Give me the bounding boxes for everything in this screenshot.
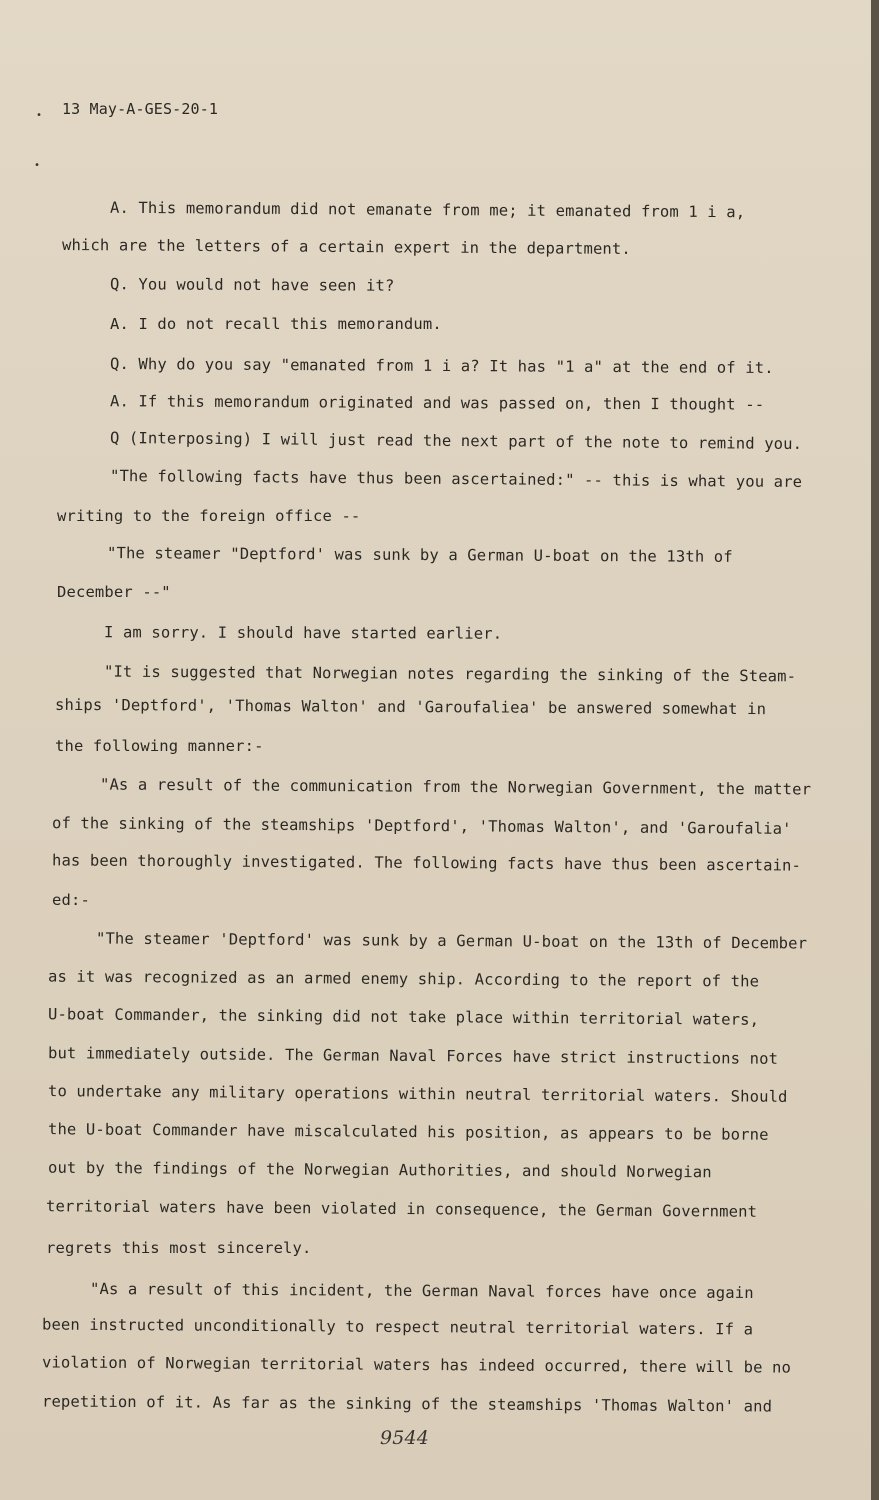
transcript-line: December --" — [57, 583, 171, 601]
transcript-line: as it was recognized as an armed enemy ship. According to the report of the — [47, 967, 760, 991]
document-header-reference: 13 May-A-GES-20-1 — [62, 100, 219, 118]
transcript-line: "As a result of the communication from the Norwegian Government, the matter — [99, 775, 812, 799]
transcript-line: ships 'Deptford', 'Thomas Walton' and 'Garoufaliea' be answered somewhat in — [54, 695, 767, 719]
transcript-line: been instructed unconditionally to respect neutral territorial waters. If a — [41, 1315, 754, 1339]
margin-mark: • — [36, 110, 43, 121]
page-edge-shadow — [871, 0, 879, 1500]
transcript-line: "As a result of this incident, the German Naval forces have once again — [89, 1279, 754, 1303]
transcript-line: writing to the foreign office -- — [57, 507, 361, 525]
transcript-line: Q (Interposing) I will just read the next part of the note to remind you. — [109, 428, 803, 454]
transcript-line: repetition of it. As far as the sinking of the steamships 'Thomas Walton' and — [41, 1392, 773, 1416]
transcript-line: Q. Why do you say "emanated from 1 i a? It has "1 a" at the end of it. — [109, 354, 774, 378]
transcript-line: A. I do not recall this memorandum. — [110, 315, 442, 333]
transcript-line: A. This memorandum did not emanate from me; it emanated from 1 i a, — [109, 198, 746, 222]
transcript-line: "It is suggested that Norwegian notes regarding the sinking of the Steam- — [103, 662, 797, 686]
transcript-line: Q. You would not have seen it? — [109, 275, 395, 295]
transcript-line: "The following facts have thus been ascertained:" -- this is what you are — [109, 466, 803, 492]
transcript-line: violation of Norwegian territorial waters has indeed occurred, there will be no — [41, 1353, 792, 1377]
transcript-line: to undertake any military operations within neutral territorial waters. Should — [47, 1082, 788, 1106]
transcript-line: "The steamer "Deptford' was sunk by a German U-boat on the 13th of — [106, 544, 733, 566]
transcript-line: "The steamer 'Deptford' was sunk by a German U-boat on the 13th of December — [95, 929, 808, 953]
transcript-line: I am sorry. I should have started earlier. — [103, 623, 503, 643]
transcript-line: of the sinking of the steamships 'Deptford', 'Thomas Walton', and 'Garoufalia' — [51, 814, 792, 838]
margin-mark: • — [34, 160, 41, 171]
transcript-line: U-boat Commander, the sinking did not take place within territorial waters, — [47, 1005, 760, 1029]
page-number: 9544 — [380, 1427, 429, 1449]
transcript-line: has been thoroughly investigated. The following facts have thus been ascertain- — [51, 851, 802, 875]
transcript-line: ed:- — [52, 891, 90, 909]
transcript-line: regrets this most sincerely. — [46, 1239, 312, 1257]
transcript-line: territorial waters have been violated in consequence, the German Government — [45, 1197, 758, 1221]
transcript-line: but immediately outside. The German Naval Forces have strict instructions not — [47, 1044, 779, 1068]
transcript-line: the U-boat Commander have miscalculated his position, as appears to be borne — [47, 1120, 769, 1144]
transcript-line: A. If this memorandum originated and was passed on, then I thought -- — [109, 392, 765, 414]
transcript-line: out by the findings of the Norwegian Authorities, and should Norwegian — [47, 1158, 712, 1182]
transcript-line: which are the letters of a certain expert in the department. — [61, 236, 631, 258]
transcript-line: the following manner:- — [55, 737, 264, 755]
